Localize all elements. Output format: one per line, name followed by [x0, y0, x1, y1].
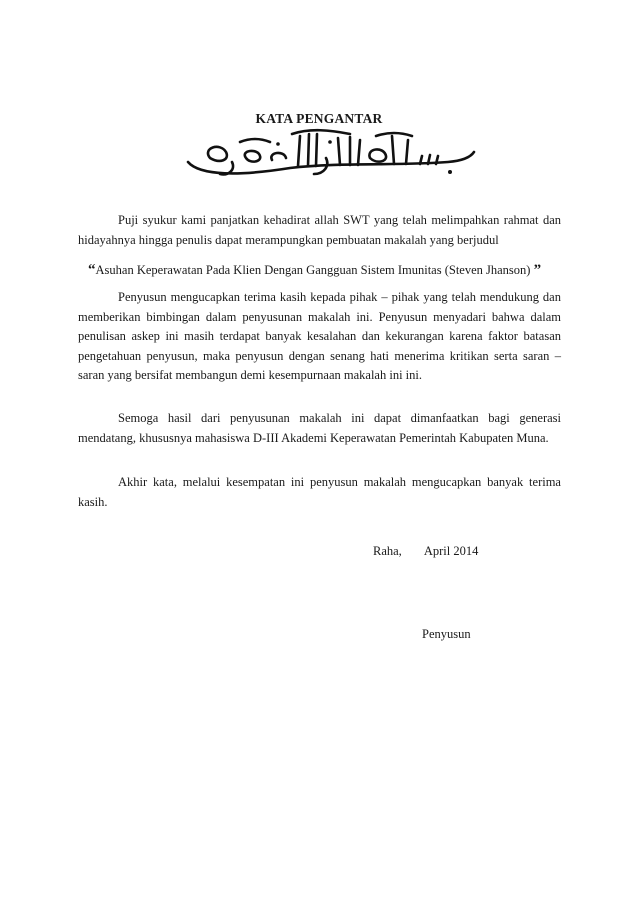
place-label: Raha,: [373, 544, 402, 558]
basmala-calligraphy: [180, 128, 480, 180]
quote-close-mark: ”: [533, 262, 542, 278]
hope-paragraph: Semoga hasil dari penyusunan makalah ini dapat dimanfaatkan bagi generasi mendatang, khususnya mahasiswa D-III Akademi Keperawatan Pemerintah Kabupaten Muna.: [78, 411, 561, 445]
page-title: KATA PENGANTAR: [255, 111, 383, 126]
date-label: April 2014: [423, 544, 479, 558]
closing-paragraph: Akhir kata, melalui kesempatan ini penyusun makalah mengucapkan banyak terima kasih.: [78, 475, 561, 509]
makalah-title-text: Asuhan Keperawatan Pada Klien Dengan Gangguan Sistem Imunitas (Steven Jhanson): [95, 263, 531, 277]
place-date: [373, 544, 478, 559]
acknowledgement-paragraph: Penyusun mengucapkan terima kasih kepada pihak – pihak yang telah mendukung dan memberikan bimbingan dalam penyusunan makalah ini. Penyusun menyadari bahwa dalam penulisan askep ini masih terdapat banyak kesalahan dan kekurangan karena faktor batasan pengetahuan penyusun, maka penyusun dengan senang hati menerima kritikan serta saran – saran yang bersifat membangun demi kesempurnaan makalah ini ini.: [78, 290, 561, 382]
quote-open-mark: “: [88, 262, 96, 278]
makalah-title-quote: [88, 262, 541, 279]
signer-label: Penyusun: [422, 627, 471, 641]
intro-paragraph: Puji syukur kami panjatkan kehadirat allah SWT yang telah melimpahkan rahmat dan hidayahnya hingga penulis dapat merampungkan pembuatan makalah yang berjudul: [78, 213, 561, 247]
